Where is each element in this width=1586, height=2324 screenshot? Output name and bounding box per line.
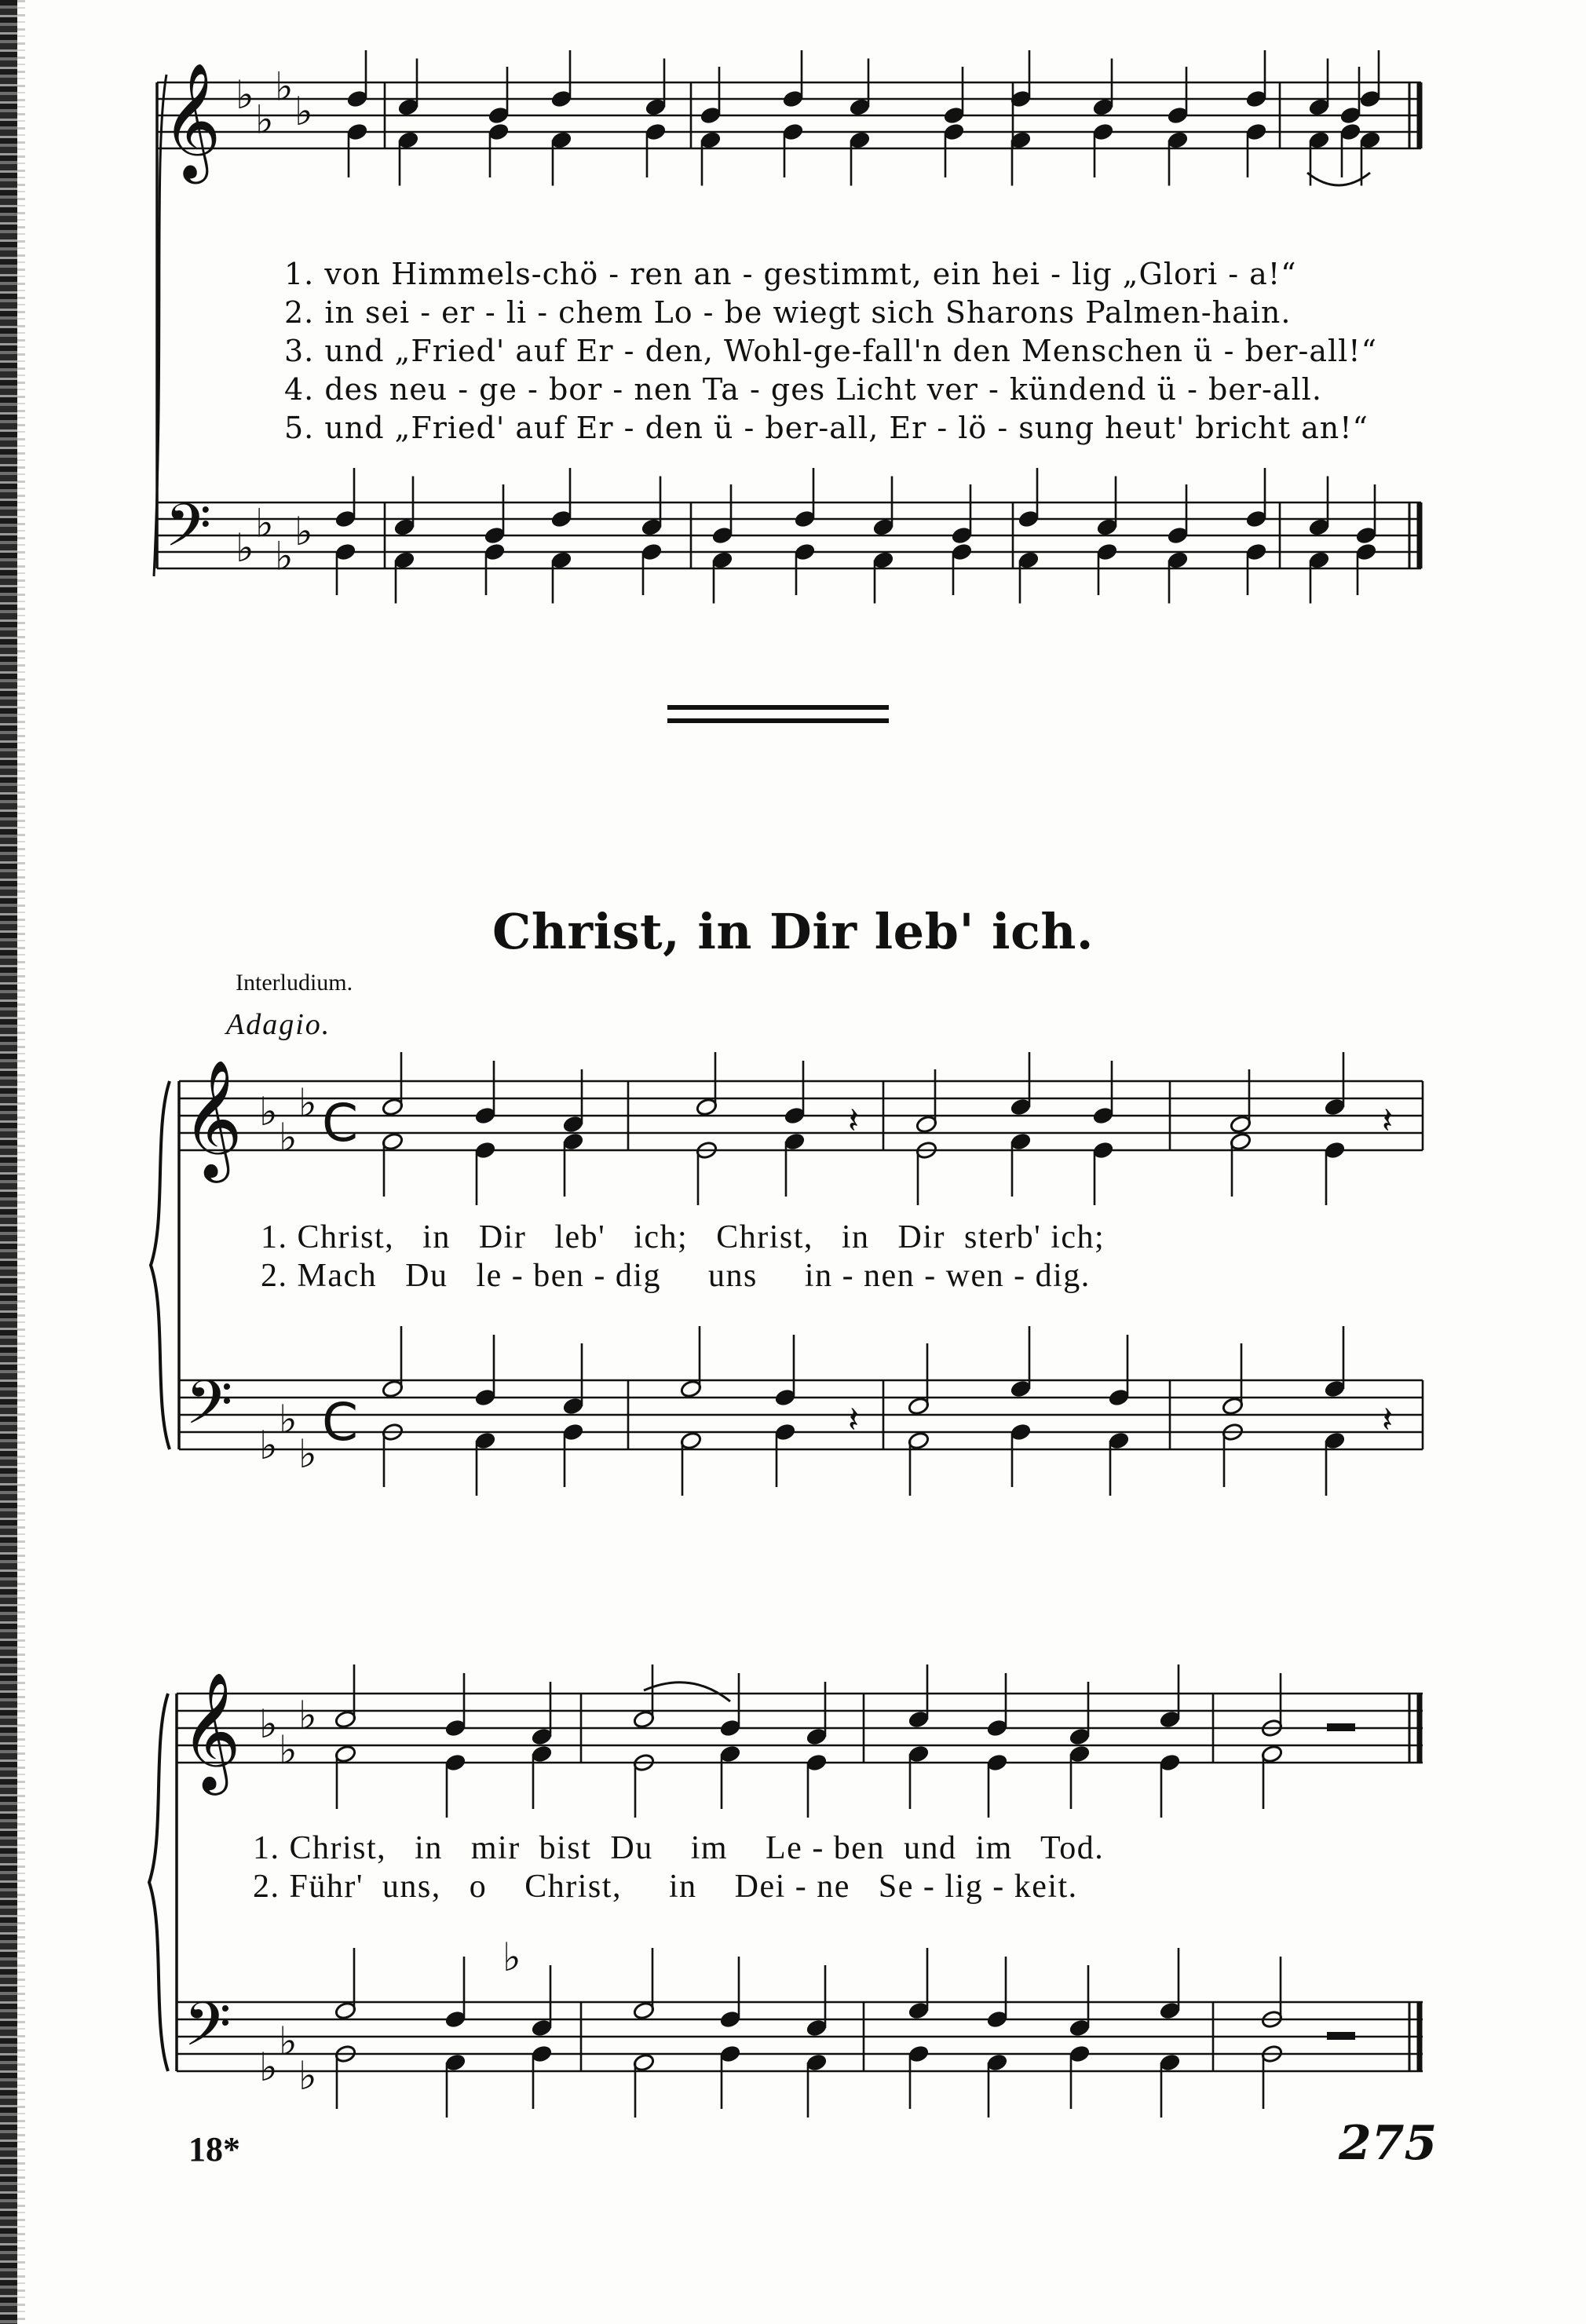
flat-icon: ♭ bbox=[255, 97, 274, 143]
system-1-lyrics bbox=[261, 1219, 1105, 1295]
flat-icon: ♭ bbox=[259, 1701, 278, 1747]
s2-tie bbox=[644, 1683, 730, 1701]
flat-icon: ♭ bbox=[294, 89, 313, 134]
quarter-rest-icon: 𝄽 bbox=[1382, 1398, 1394, 1441]
flat-icon: ♭ bbox=[236, 72, 254, 118]
treble-clef-icon: 𝄞 bbox=[181, 1671, 241, 1790]
top-lyric-line-3: 3. und „Fried' auf Er - den, Wohl-ge-fall'n den Menschen ü - ber-all!“ bbox=[284, 334, 1378, 368]
top-hymn-lyrics bbox=[284, 255, 1377, 448]
flat-icon: ♭ bbox=[298, 1431, 317, 1477]
top-lyric-line-4: 4. des neu - ge - bor - nen Ta - ges Licht ver - kündend ü - ber-all. bbox=[284, 372, 1322, 407]
common-time-icon: C bbox=[322, 1392, 359, 1452]
page-number: 275 bbox=[1339, 2116, 1438, 2171]
top-lyric-line-2: 2. in sei - er - li - chem Lo - be wiegt sich Sharons Palmen-hain. bbox=[284, 295, 1292, 330]
quarter-rest-icon: 𝄽 bbox=[848, 1099, 860, 1142]
quarter-rest-icon: 𝄽 bbox=[848, 1398, 860, 1441]
top-lyric-line-1: 1. von Himmels-chö - ren an - gestimmt, ein hei - lig „Glori - a!“ bbox=[284, 257, 1297, 291]
system-1-lyric-verse-2: 2. Mach Du le - ben - dig uns in - nen - wen - dig. bbox=[261, 1258, 1091, 1294]
half-rest-icon bbox=[1327, 2032, 1355, 2040]
flat-icon: ♭ bbox=[259, 1423, 278, 1468]
s2-brace bbox=[149, 1694, 168, 2071]
half-rest-icon bbox=[1327, 1723, 1355, 1731]
flat-icon: ♭ bbox=[298, 1080, 317, 1126]
flat-icon: ♭ bbox=[275, 64, 294, 110]
section-divider-upper bbox=[667, 705, 889, 710]
top-lyric-line-5: 5. und „Fried' auf Er - den ü - ber-all, Er - lö - sung heut' bricht an!“ bbox=[284, 411, 1369, 445]
system-2-lyric-verse-2: 2. Führ' uns, o Christ, in Dei - ne Se - lig - keit. bbox=[253, 1869, 1078, 1905]
flat-icon: ♭ bbox=[279, 1727, 298, 1773]
bass-clef-icon: 𝄢 bbox=[165, 491, 212, 575]
flat-icon: ♭ bbox=[298, 2053, 317, 2099]
flat-icon: ♭ bbox=[255, 500, 274, 546]
flat-icon: ♭ bbox=[279, 1397, 298, 1442]
quarter-rest-icon: 𝄽 bbox=[1382, 1099, 1394, 1142]
treble-clef-icon: 𝄞 bbox=[162, 62, 221, 179]
section-divider-lower bbox=[667, 718, 889, 723]
flat-icon: ♭ bbox=[279, 1115, 298, 1160]
flat-icon: ♭ bbox=[259, 2044, 278, 2090]
s1-brace bbox=[151, 1081, 170, 1449]
signature-mark: 18* bbox=[188, 2130, 240, 2169]
flat-icon: ♭ bbox=[279, 2019, 298, 2064]
system-2-lyric-verse-1: 1. Christ, in mir bist Du im Le - ben und im Tod. bbox=[253, 1830, 1105, 1866]
flat-icon: ♭ bbox=[502, 1935, 521, 1980]
flat-icon: ♭ bbox=[298, 1693, 317, 1738]
tempo-marking: Adagio. bbox=[226, 1008, 331, 1041]
bass-clef-icon: 𝄢 bbox=[185, 1368, 233, 1453]
system-2-lyrics bbox=[253, 1829, 1104, 1906]
bass-clef-icon: 𝄢 bbox=[184, 1990, 232, 2075]
system-1-lyric-verse-1: 1. Christ, in Dir leb' ich; Christ, in Dir sterb' ich; bbox=[261, 1219, 1105, 1255]
flat-icon: ♭ bbox=[275, 533, 294, 579]
flat-icon: ♭ bbox=[236, 525, 254, 571]
flat-icon: ♭ bbox=[259, 1089, 278, 1135]
hymn-title: Christ, in Dir leb' ich. bbox=[492, 903, 1094, 960]
treble-clef-icon: 𝄞 bbox=[182, 1058, 243, 1178]
flat-icon: ♭ bbox=[294, 509, 313, 554]
common-time-icon: C bbox=[322, 1093, 359, 1153]
interlude-label: Interludium. bbox=[236, 970, 353, 996]
